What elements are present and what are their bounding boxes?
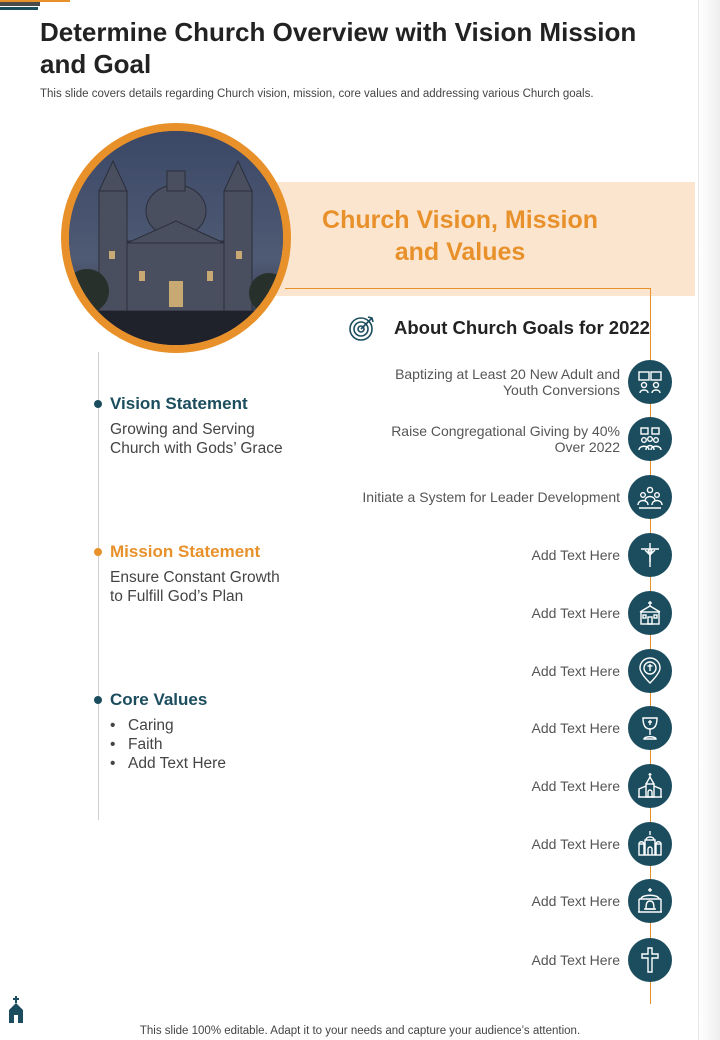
list-item: • Add Text Here: [110, 755, 226, 772]
goal-item: [340, 822, 672, 866]
goal-text: Add Text Here: [531, 952, 620, 968]
page-subtitle: This slide covers details regarding Church vision, mission, core values and addressing various Church goals.: [40, 88, 594, 100]
footer-text: This slide 100% editable. Adapt it to your needs and capture your audience’s attention.: [139, 1025, 581, 1037]
goal-item: [340, 417, 672, 461]
bell-tower-icon: [628, 879, 672, 923]
goals-heading: [348, 314, 650, 342]
chapel-icon: [628, 591, 672, 635]
goal-text: Initiate a System for Leader Development: [362, 489, 620, 505]
mission-title: Mission Statement: [110, 542, 261, 561]
crucifix-icon: [628, 533, 672, 577]
goal-item: [340, 879, 672, 923]
family-icon: [628, 360, 672, 404]
goal-text: Add Text Here: [531, 663, 620, 679]
core-values-section: [94, 690, 294, 773]
church-photo: [69, 131, 283, 345]
top-accent-bar-dark: [0, 2, 40, 6]
goal-text: Add Text Here: [531, 605, 620, 621]
page-title: Determine Church Overview with Vision Mission and Goal: [40, 17, 637, 79]
connector-horizontal: [285, 288, 651, 289]
goal-text: Add Text Here: [531, 778, 620, 794]
church-logo-icon: [6, 996, 26, 1024]
mission-section: [94, 542, 294, 606]
goal-text: Raise Congregational Giving by 40% Over 2022: [391, 423, 620, 455]
target-icon: [348, 314, 376, 342]
goal-item: [340, 764, 672, 808]
cathedral-icon: [628, 822, 672, 866]
goal-item: [340, 649, 672, 693]
church-building-icon: [628, 764, 672, 808]
goal-text: Baptizing at Least 20 New Adult and Youth Conversions: [395, 366, 620, 398]
core-values-bullet-dot: [94, 696, 102, 704]
goal-item: [340, 360, 672, 404]
goal-item: [340, 475, 672, 519]
page-edge-strip: [698, 0, 720, 1040]
church-location-icon: [628, 649, 672, 693]
list-item: • Caring: [110, 717, 174, 734]
vision-bullet-dot: [94, 400, 102, 408]
goal-text: Add Text Here: [531, 836, 620, 852]
vision-section: [94, 394, 294, 458]
goal-text: Add Text Here: [531, 720, 620, 736]
top-accent-bar-teal: [0, 7, 38, 10]
vision-body: Growing and Serving Church with Gods’ Grace: [110, 421, 283, 457]
core-values-list: [110, 716, 294, 773]
goal-item: [340, 533, 672, 577]
banner-title: Church Vision, Mission and Values: [322, 206, 598, 266]
goal-item: [340, 938, 672, 982]
goal-text: Add Text Here: [531, 547, 620, 563]
goals-heading-text: About Church Goals for 2022: [394, 317, 650, 338]
core-values-title: Core Values: [110, 690, 208, 709]
goal-item: [340, 706, 672, 750]
cross-icon: [628, 938, 672, 982]
mission-body: Ensure Constant Growth to Fulfill God’s Plan: [110, 569, 280, 605]
list-item: • Faith: [110, 736, 163, 753]
goal-text: Add Text Here: [531, 893, 620, 909]
goal-item: [340, 591, 672, 635]
mission-bullet-dot: [94, 548, 102, 556]
donation-group-icon: [628, 417, 672, 461]
vision-title: Vision Statement: [110, 394, 248, 413]
chalice-icon: [628, 706, 672, 750]
leader-group-icon: [628, 475, 672, 519]
